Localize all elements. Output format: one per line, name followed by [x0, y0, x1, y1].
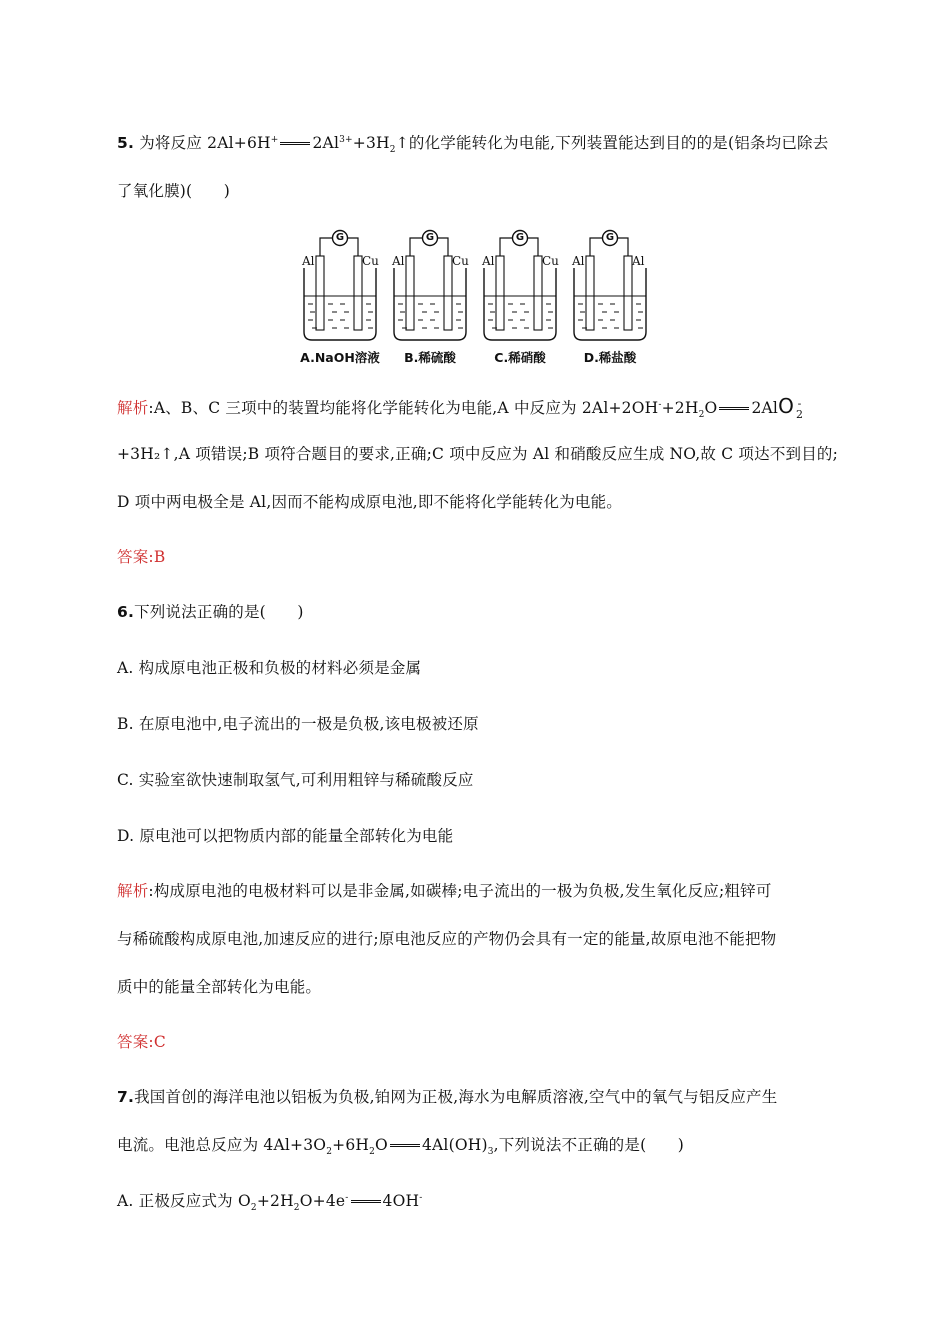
h-charge: +	[270, 134, 279, 145]
galvanometer-label: G	[335, 232, 345, 243]
electrode-left-label: Al	[302, 254, 315, 268]
galvanometer-label: G	[605, 232, 615, 243]
electrode-right-label: Al	[632, 254, 645, 268]
electrode-right-label: Cu	[452, 254, 469, 268]
q5-analysis-line3: D 项中两电极全是 Al,因而不能构成原电池,即不能将化学能转化为电能。	[117, 493, 622, 511]
o2-sub: 2	[250, 1203, 257, 1214]
q5-analysis-line1	[117, 394, 803, 420]
q5-line1	[117, 131, 829, 156]
analysis-label: 解析	[117, 882, 149, 900]
q7-text-mid: +6H	[332, 1136, 370, 1154]
q5-text-pre: 为将反应 2Al+6H	[139, 134, 271, 152]
q6-stem-text: 下列说法正确的是( )	[134, 603, 304, 621]
q6-analysis-line2: 与稀硫酸构成原电池,加速反应的进行;原电池反应的产物仍会具有一定的能量,故原电池不能把物	[117, 930, 777, 948]
electrode-right-label: Cu	[362, 254, 379, 268]
equals-sign	[390, 1144, 420, 1147]
apparatus-3	[568, 224, 652, 374]
q7-option-a	[117, 1189, 423, 1214]
analysis-label: 解析	[117, 399, 149, 417]
q5-analysis-line2: +3H₂↑,A 项错误;B 项符合题目的要求,正确;C 项中反应为 Al 和硝酸反应生成 NO,故 C 项达不到目的;	[117, 445, 839, 463]
analysis-o: O	[704, 399, 718, 417]
q7-text-post: ,下列说法不正确的是( )	[493, 1136, 684, 1154]
h2o-sub: 2	[369, 1147, 376, 1158]
answer-label: 答案	[117, 548, 149, 566]
q6-number: 6.	[117, 603, 135, 621]
electrode-left-label: Al	[482, 254, 495, 268]
electrode-left-label: Al	[572, 254, 585, 268]
q7-line2	[117, 1133, 684, 1158]
q7a-product: 4OH	[382, 1192, 420, 1210]
apparatus-caption: B.稀硫酸	[404, 350, 456, 365]
q7-text: 我国首创的海洋电池以铝板为负极,铂网为正极,海水为电解质溶液,空气中的氧气与铝反应产生	[134, 1088, 778, 1106]
q6-option-b: B. 在原电池中,电子流出的一极是负极,该电极被还原	[117, 715, 479, 733]
h2o-sub: 2	[698, 410, 705, 421]
q6-analysis-line3: 质中的能量全部转化为电能。	[117, 978, 322, 996]
galvanometer-label: G	[425, 232, 435, 243]
apparatus-caption: C.稀硝酸	[494, 350, 546, 365]
oh3-sub: 3	[487, 1147, 494, 1158]
q6-analysis-line1	[117, 879, 772, 901]
h2-sub: 2	[389, 145, 396, 156]
analysis-product: 2Al	[751, 399, 779, 417]
q5-text-mid: 2Al	[312, 134, 340, 152]
q7-o: O	[375, 1136, 388, 1154]
aluminate-charge	[796, 398, 803, 420]
q6-option-d: D. 原电池可以把物质内部的能量全部转化为电能	[117, 827, 454, 845]
q7-number: 7.	[117, 1088, 135, 1106]
al-charge: 3+	[339, 134, 353, 145]
oh-charge: -	[419, 1192, 423, 1203]
electrode-right-label: Cu	[542, 254, 559, 268]
frac-bottom: 2	[796, 408, 804, 421]
q6-stem	[117, 600, 304, 622]
q5-text-post1: +3H	[352, 134, 390, 152]
equals-sign	[719, 407, 749, 410]
equals-sign	[351, 1200, 381, 1203]
analysis-text-mid: +2H	[661, 399, 699, 417]
answer-label: 答案	[117, 1033, 149, 1051]
q7-product: 4Al(OH)	[421, 1136, 488, 1154]
q7a-pre: A. 正极反应式为 O	[117, 1192, 251, 1210]
frac-top: -	[797, 397, 802, 410]
q5-text-post2: ↑的化学能转化为电能,下列装置能达到目的的是(铝条均已除去	[395, 134, 829, 152]
equals-sign	[280, 142, 310, 145]
electrode-left-label: Al	[392, 254, 405, 268]
e-charge: -	[345, 1192, 349, 1203]
answer-value: :C	[148, 1033, 166, 1051]
answer-value: :B	[148, 548, 166, 566]
apparatus-0	[298, 224, 382, 374]
apparatus-caption: A.NaOH溶液	[300, 350, 380, 365]
apparatus-2	[478, 224, 562, 374]
q7a-mid: +2H	[256, 1192, 294, 1210]
aluminate-o: O	[778, 394, 795, 418]
q7-text-pre: 电流。电池总反应为 4Al+3O	[117, 1136, 327, 1154]
analysis-text: :A、B、C 三项中的装置均能将化学能转化为电能,A 中反应为 2Al+2OH	[148, 399, 659, 417]
q6-option-c: C. 实验室欲快速制取氢气,可利用粗锌与稀硫酸反应	[117, 771, 474, 789]
apparatus-1	[388, 224, 472, 374]
q7-line1	[117, 1085, 777, 1107]
q5-answer	[117, 545, 165, 567]
h2o-sub: 2	[293, 1203, 300, 1214]
galvanometer-label: G	[515, 232, 525, 243]
q5-line2: 了氧化膜)( )	[117, 182, 230, 200]
analysis-text: :构成原电池的电极材料可以是非金属,如碳棒;电子流出的一极为负极,发生氧化反应;粗锌可	[148, 882, 772, 900]
oh-charge: -	[658, 399, 662, 410]
apparatus-caption: D.稀盐酸	[583, 350, 637, 365]
q5-number: 5.	[117, 134, 135, 152]
q7a-mid2: O+4e	[299, 1192, 346, 1210]
o2-sub: 2	[326, 1147, 333, 1158]
q6-answer	[117, 1030, 166, 1052]
q6-option-a: A. 构成原电池正极和负极的材料必须是金属	[117, 659, 422, 677]
